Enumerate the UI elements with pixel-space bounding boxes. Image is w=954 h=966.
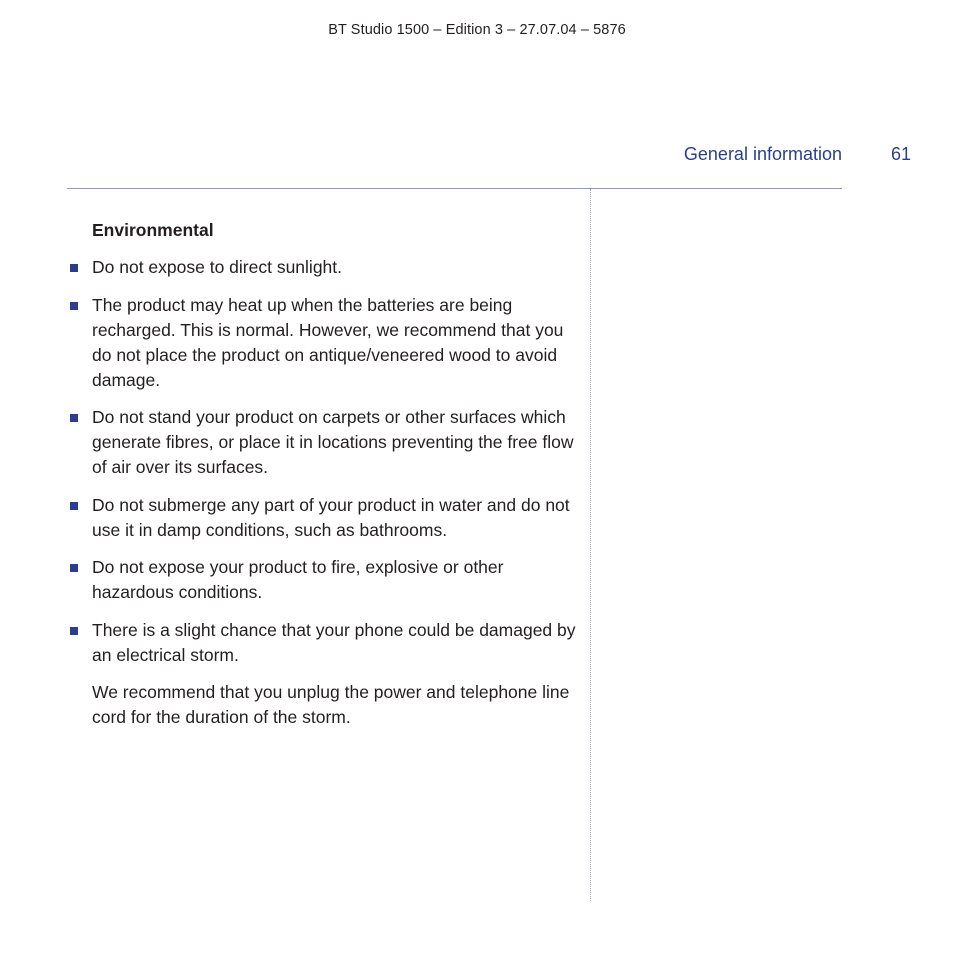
square-bullet-icon bbox=[70, 414, 78, 422]
header-rule bbox=[67, 188, 842, 189]
list-item-text: Do not expose your product to fire, explosive or other hazardous conditions. bbox=[92, 557, 504, 602]
document-info-header: BT Studio 1500 – Edition 3 – 27.07.04 – 5876 bbox=[328, 22, 626, 38]
square-bullet-icon bbox=[70, 302, 78, 310]
column-divider bbox=[590, 189, 591, 901]
list-item-text: Do not stand your product on carpets or other surfaces which generate fibres, or place it in locations preventing the free flow of air over its surfaces. bbox=[92, 407, 574, 477]
section-title: General information bbox=[683, 144, 842, 164]
square-bullet-icon bbox=[70, 264, 78, 272]
square-bullet-icon bbox=[70, 564, 78, 572]
list-item-text: Do not submerge any part of your product in water and do not use it in damp conditions, such as bathrooms. bbox=[92, 494, 570, 540]
list-item-text: Do not expose to direct sunlight. bbox=[92, 257, 343, 277]
storm-note: We recommend that you unplug the power and telephone line cord for the duration of the storm. bbox=[92, 682, 570, 727]
list-item bbox=[92, 493, 576, 543]
list-item bbox=[92, 618, 576, 668]
list-item bbox=[92, 405, 576, 480]
section-heading: Environmental bbox=[92, 220, 214, 240]
list-item bbox=[92, 255, 576, 280]
page-number: 61 bbox=[891, 144, 912, 164]
square-bullet-icon bbox=[70, 627, 78, 635]
list-item bbox=[92, 293, 576, 393]
list-item bbox=[92, 555, 576, 605]
square-bullet-icon bbox=[70, 502, 78, 510]
list-item-text: The product may heat up when the batteries are being recharged. This is normal. However, we recommend that you do not place the product on antique/veneered wood to avoid damage. bbox=[92, 294, 564, 390]
list-item-text: There is a slight chance that your phone could be damaged by an electrical storm. bbox=[92, 619, 576, 665]
main-content bbox=[92, 218, 576, 730]
